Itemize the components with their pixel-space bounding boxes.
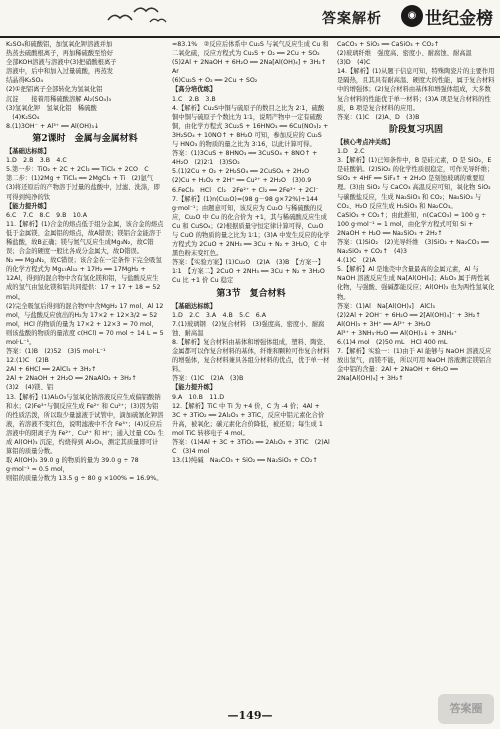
text-line: CaCO₃ + SiO₂ ══ CaSiO₃ + CO₂↑ — [337, 41, 440, 48]
answer-paragraph: 3.【解析】(1)已知条件中，B 是硅元素，D 是 SiO₂，E 是硅酸钠。(2)SiO₂ 的化学性质很稳定，可作光导纤维；SiO₂ + 4HF ══ SiF₄↑ + 2H₂O 是刻蚀玻璃的重要原理。(3)由 SiO₂ 与 CaCO₃ 高温反应可知，氧化物 SiO₂ 与碳酸盐反应，生成 Na₂SiO₃ 和 CO₂；Na₂SiO₃ 与 CO₂、H₂O 反应生成 H₂SiO₃ 和 Na₂CO₃。 — [337, 157, 494, 210]
answer-paragraph: 13.【解析】(1)Al₂O₃与氢氧化钠溶液反应生成偏铝酸钠和水；(2)Fe³⁺与铜反应生成 Fe²⁺ 和 Cu²⁺；(3)因为铝的性质活泼，所以取少量滤液于试管中，滴加硫氰化钾溶液，若溶液不变红色，说明滤液中不含 Fe³⁺；(4)反应后溶液中的阳离子为 Fe²⁺、Cu²⁺ 和 H⁺；通入过量 CO₂ 生成 Al(OH)₃ 沉淀，灼烧得到 Al₂O₃，测定其质量即可计算铝的质量分数。 — [6, 393, 164, 456]
answer-line: (2)Cu + H₂O₂ + 2H⁺ ══ Cu²⁺ + 2H₂O (3)0.9 — [172, 177, 312, 185]
answer-line: 1.D 2.B 3.B 4.C — [6, 157, 67, 165]
answer-paragraph: (2)完全吸氢后得到的混合物Y中含MgH₂ 17 mol、Al 12 mol，与盐酸反应放出的H₂为 17×2 + 12×3/2 = 52 mol，HCl 的物质的量为 17×2 + 12×3 = 70 mol，则该盐酸的物质的量浓度 c(HCl) = 70 mol ÷ 14 L = 5 mol·L⁻¹。 — [6, 302, 164, 346]
answer-line: 7.(1)玻璃钢 (2)复合材料 (3)强度高、密度小、耐腐蚀、耐高温 — [172, 320, 325, 337]
text-line: K₂SO₄和硫酸铝，加氢氧化钾溶液并加 — [6, 41, 113, 48]
answer-line: 2Al + 2NaOH + 2H₂O ══ 2NaAlO₂ + 3H₂↑ — [6, 375, 137, 383]
answer-line: 答案：(1)Al Na[Al(OH)₄] AlCl₃ — [337, 302, 435, 310]
answer-line: 取 Al(OH)₃ 39.0 g 的物质的量为 39.0 g ÷ 78 g·mol⁻¹ = 0.5 mol， — [6, 457, 139, 474]
text-line: 8.(1)3OH⁻ + Al³⁺ ══ Al(OH)₃↓ — [6, 122, 100, 130]
answer-line: 第二步：(1)2Mg + TiCl₄ ══ 2MgCl₂ + Ti (2)氩气 — [6, 175, 154, 183]
answer-line: 1.D 2.C — [337, 148, 365, 156]
text-line: 结晶得K₂SO₄ — [6, 77, 44, 85]
text-line: (3)氢氧化钾 氢氧化铝 稀硫酸 — [6, 104, 97, 112]
answer-paragraph: 7.【解析】(1)n(Cu₂O)=(98 g－98 g×72%)÷144 g·mol⁻¹；由题意可知，该反应为 Cu₂O 与稀硫酸的反应，Cu₂O 中 Cu 的化合价为 +1，其与稀硫酸反应生成 Cu 和 CuSO₄；(2)根据质量守恒定律计算可得，Cu₂O 与 CuO 的物质的量之比为 1∶1；(3)A 中发生反应的化学方程式为 2CuO + 2NH₃ ══ 3Cu + N₂ + 3H₂O，C 中黑色粉末变红色。 — [172, 195, 330, 258]
text-line: 热蒸去硫酸根离子，再加稀硫酸至恰好 — [6, 50, 114, 58]
header-label: 答案解析 — [322, 11, 382, 27]
header-brand: 世纪金榜 — [425, 9, 493, 29]
answer-line: 答案：(1)C (2)A (3)B — [172, 375, 244, 383]
answer-line: (2)2Al + 2OH⁻ + 6H₂O ══ 2[Al(OH)₄]⁻ + 3H₂↑ — [337, 311, 481, 319]
text-line: 沉淀 接着用稀硫酸溶解 Al₂(SO₄)₃ — [6, 95, 112, 103]
text-line: (2)①把铝离子全部转化为氢氧化铝 — [6, 86, 103, 94]
section-tag: 【高分培优练】 — [172, 86, 217, 94]
section-tag: 【能力提升练】 — [6, 202, 51, 210]
answer-paragraph: N₂ ══ Mg₃N₂，故C错误；该合金在一定条件下完全吸氢的化学方程式为 Mg₁₇Al₁₂ + 17H₂ ══ 17MgH₂ + 12Al，得到的混合物中含有氢化镁和铝，与盐酸反应生成的氢气由氢化镁和铝共同提供：17 + 17 + 18 = 52 mol。 — [6, 257, 162, 301]
answer-line: 则铝的质量分数为 13.5 g ÷ 80 g ×100% = 16.9%。 — [6, 475, 163, 483]
answer-line: 12.(1)C (2)B — [6, 357, 49, 365]
answer-line: 1.D 2.C 3.A 4.B 5.C 6.A — [172, 311, 267, 319]
answer-line: (3)2 (4)镁、铝 — [6, 384, 54, 392]
answer-paragraph: 12.【解析】TiC 中 Ti 为 +4 价，C 为 -4 价；4Al + 3C + 3TiO₂ ══ 2Al₂O₃ + 3TiC，反应中铝元素化合价升高，被氧化；碳元素化合价降低，被还原；每生成 1 mol TiC 转移电子 4 mol。 — [172, 402, 325, 437]
text-line: 全部KOH溶液与溶液中(3)把硝酸根离子 — [6, 59, 117, 67]
answer-line: 答案：(1)3CuS + 8HNO₃ ══ 3CuSO₄ + 8NO↑ + 4H₂O (2)2∶1 (3)SO₂ — [172, 150, 318, 167]
page-number: —149— — [227, 709, 273, 722]
answer-paragraph: 7.【解析】实验一：(1)由于 Al 能够与 NaOH 溶液反应放出氢气，而镁不能，所以可用 NaOH 溶液测定镁铝合金中铝的含量：2Al + 2NaOH + 6H₂O ══ 2Na[Al(OH)₄] + 3H₂↑ — [337, 348, 492, 383]
answer-line: 6.FeCl₃ HCl Cl₂ 2Fe²⁺ + Cl₂ ══ 2Fe³⁺ + 2Cl⁻ — [172, 186, 319, 194]
answer-paragraph: 4.【解析】Cu₂S中铜与硫原子的数目之比为 2∶1，硫酸铜中铜与硫原子个数比为 1∶1，说明产物中一定有硫酸铜，由化学方程式 3Cu₂S + 16HNO₃ ══ 6Cu(NO₃)₂ + 3H₂SO₄ + 10NO↑ + 8H₂O 可知，参加反应的 Cu₂S 与 HNO₃ 的物质的量之比为 3∶16，以此计算可得。 — [172, 104, 329, 149]
section-title: 第2课时 金属与金属材料 — [32, 133, 138, 144]
text-line: (6)Cu₂S + O₂ ══ 2Cu + SO₂ — [172, 77, 258, 85]
answer-paragraph: 答案：【实验方案】(1)Cu₂O (2)A (3)B 【方案一】1∶1 【方案二】2CuO + 2NH₃ ══ 3Cu + N₂ + 3H₂O Cu 比 +1 价 Cu 稳定 — [172, 259, 332, 285]
answer-line: 答案：(1)4Al + 3C + 3TiO₂ ══ 2Al₂O₃ + 3TiC (2)Al C (3)4 mol — [172, 439, 337, 456]
answer-line: Al³⁺ + 3NH₃·H₂O ══ Al(OH)₃↓ + 3NH₄⁺ — [337, 329, 458, 337]
answer-line: 5.(1)2Cu + O₂ + 2H₂SO₄ ══ 2CuSO₄ + 2H₂O — [172, 168, 310, 176]
text-line: (4)K₂SO₄ — [6, 113, 40, 121]
answer-line: 9.A 10.B 11.D — [172, 393, 225, 401]
text-line: 溶液中，后中和加入过量硫酸，再蒸发 — [6, 68, 114, 76]
text-line: (5)2Al + 2NaOH + 6H₂O ══ 2Na[Al(OH)₄] + 3H₂↑ Ar — [172, 59, 333, 76]
answer-line: 4.(1)C (2)A — [337, 257, 376, 265]
birds-icon — [104, 2, 174, 28]
section-title: 第3节 复合材料 — [216, 288, 286, 299]
answer-line: (3)将还原后的产物溶于过量的盐酸中，过滤、洗涤，即可得到纯净的钛 — [6, 184, 160, 201]
answer-line: 6.C 7.C 8.C 9.B 10.A — [6, 211, 88, 219]
section-tag: 【能力提升练】 — [172, 384, 217, 392]
answer-line: 6.(1)4 mol (2)50 mL HCl 400 mL — [337, 339, 448, 346]
column-right — [337, 40, 495, 705]
section-tag: 【基础达标练】 — [6, 148, 51, 156]
column-middle — [172, 40, 337, 705]
watermark-logo: 答案圈 — [438, 694, 494, 724]
answer-paragraph: CaSiO₃ + CO₂↑；由此推知，n(CaCO₃) = 100 g ÷ 100 g·mol⁻¹ = 1 mol，由化学方程式可知 Si + 2NaOH + H₂O ══ Na₂SiO₃ + 2H₂↑ — [337, 211, 487, 237]
section-tag: 【基础达标练】 — [172, 302, 217, 310]
answer-line: 答案：(1)B (2)52 (3)5 mol·L⁻¹ — [6, 348, 106, 356]
answer-paragraph: 8.【解析】复合材料由基体和增强体组成，塑料、陶瓷、金属都可以作复合材料的基体，纤维和颗粒可作复合材料的增强体，复合材料兼具各组分材料的优点，优于单一材料。 — [172, 339, 330, 374]
answer-line: 答案：(1)C (2)A、D (3)B — [337, 113, 420, 121]
answer-line: 2Al + 6HCl ══ 2AlCl₃ + 3H₂↑ — [6, 366, 97, 374]
section-tag: 【核心考点冲关练】 — [337, 138, 394, 146]
section-title: 阶段复习巩固 — [388, 124, 443, 135]
answer-paragraph: 5.【解析】Al 是地壳中含量最高的金属元素，Al 与 NaOH 溶液反应生成 Na[Al(OH)₄]；Al₂O₃ 属于两性氧化物，与强酸、强碱都能反应；Al(OH)₃ 也为两性氢氧化物。 — [337, 266, 495, 301]
text-line: (3)D (4)C — [337, 59, 371, 67]
text-line: (2)玻璃纤维 强度高、密度小、耐腐蚀、耐高温 — [337, 50, 472, 58]
answer-paragraph: 11.【解析】(1)合金的熔点低于组分金属，该合金的熔点低于金属镁、金属铝的熔点，故A错误；镁铝合金能溶于稀盐酸，故B正确；镁与氮气反应生成Mg₃N₂，故C错误；合金的硬度一般比各成分金属大，故D错误。 — [6, 220, 164, 256]
answer-paragraph: 14.【解析】(1)从题干信息可知，特殊陶瓷片的主要作用是隔热，且其具有耐高温、硬度大的性能，属于复合材料中的增强体；(2)复合材料由基体和增强体组成，大多数复合材料的性能优于单一材料；(3)A 项是复合材料的性质，B 项是复合材料的应用。 — [337, 68, 495, 112]
answer-line: 5.第一步：TiO₂ + 2C + 2Cl₂ ══ TiCl₄ + 2CO C — [6, 166, 149, 174]
answer-line: 13.(1)纯碱 Na₂CO₃ + SiO₂ ══ Na₂SiO₃ + CO₂↑ — [172, 457, 318, 465]
brand-logo-icon: ◉ — [401, 5, 423, 27]
text-line: ≈83.1% ②反应后体系中 Cu₂S 与氧气反应生成 Cu 和二氧化硫，反应方程式为 Cu₂S + O₂ ══ 2Cu + SO₂ — [172, 41, 329, 58]
answer-line: 答案：(1)SiO₂ (2)光导纤维 (3)SiO₂ + Na₂CO₃ ══ Na₂SiO₃ + CO₂↑ (4)3 — [337, 238, 489, 256]
answer-line: Al(OH)₃ + 3H⁺ ══ Al³⁺ + 3H₂O — [337, 320, 431, 328]
answer-line: 1.C 2.B 3.B — [172, 95, 216, 103]
page-header — [0, 0, 500, 38]
column-left — [6, 40, 164, 705]
